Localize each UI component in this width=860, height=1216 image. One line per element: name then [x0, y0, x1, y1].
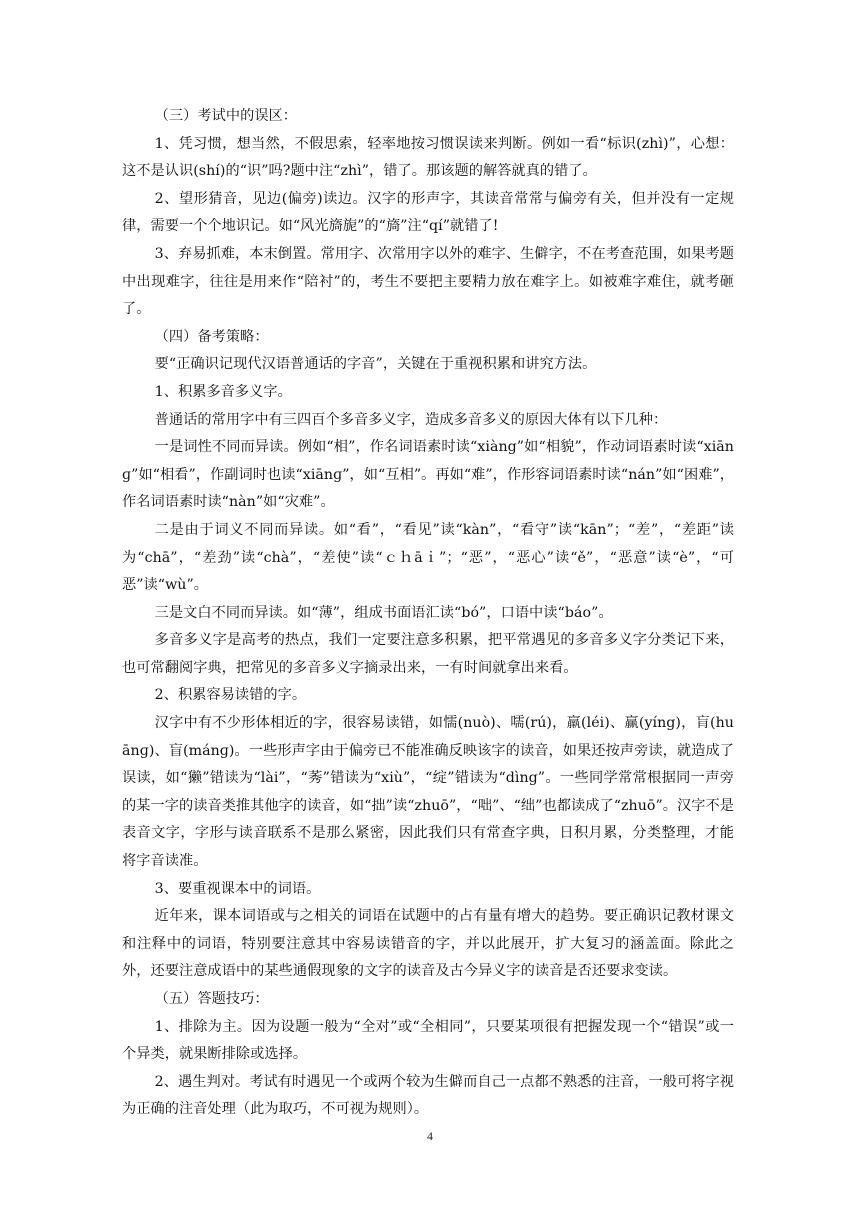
paragraph-strategy-intro: 要“正确识记现代汉语普通话的字音”，关键在于重视积累和讲究方法。 [154, 356, 597, 373]
paragraph-similar-shapes: 汉字中有不少形体相近的字，很容易读错，如懦(nuò)、嚅(rú)，羸(léi)、赢(yíng)，肓(huānɡ)、盲(mánɡ)。一些形声字由于偏旁已不能准确反映该字的读音，如果还按声旁读，就造成了误读，如“獭”错读为“lài”，“莠”错读为“xiù”，“绽”错读为“dìng”。一些同学常常根据同一声旁的某一字的读音类推其他字的读音，如“拙”读“zhuō”，“咄”、“绌”也都读成了“zhuō”。汉字不是表音文字，字形与读音联系不是那么紧密，因此我们只有常查字典，日积月累，分类整理，才能将字音读准。 [122, 715, 734, 870]
section-heading-strategy: （四）备考策略： [154, 328, 269, 345]
paragraph-meaning-difference: 二是由于词义不同而异读。如“看”，“看见”读“kàn”，“看守”读“kān”；“差”，“差距”读为“chā”，“差劲”读“chà”，“差使”读“ｃｈāｉ”；“恶”，“恶心”读“ě”，“恶意”读“è”，“可恶”读“wù”。 [122, 521, 734, 594]
section-heading-misconceptions: （三）考试中的误区： [154, 108, 298, 124]
paragraph-polyphonic-advice: 多音多义字是高考的热点，我们一定要注意多积累，把平常遇见的多音多义字分类记下来，也可常翻阅字典，把常见的多音多义字摘录出来，一有时间就拿出来看。 [122, 632, 734, 676]
paragraph-literary-colloquial: 三是文白不同而异读。如“薄”，组成书面语汇读“bó”，口语中读“báo”。 [154, 604, 613, 621]
paragraph-habit-misreading: 1、凭习惯，想当然，不假思索，轻率地按习惯误读来判断。例如一看“标识(zhì)”，心想：这不是认识(shí)的“识”吗?题中注“zhì”，错了。那该题的解答就真的错了。 [122, 135, 734, 180]
document-body [122, 103, 734, 1124]
paragraph-unfamiliar-correct: 2、遇生判对。考试有时遇见一个或两个较为生僻而自己一点都不熟悉的注音，一般可将字视为正确的注音处理（此为取巧，不可视为规则）。 [122, 1073, 734, 1118]
paragraph-radical-guessing: 2、望形猜音，见边(偏旁)读边。汉字的形声字，其读音常常与偏旁有关，但并没有一定规律，需要一个个地识记。如“风光旖旎”的“旖”注“qí”就错了! [122, 190, 734, 235]
paragraph-part-of-speech: 一是词性不同而异读。例如“相”，作名词语素时读“xiàng”如“相貌”，作动词语素时读“xiānɡ”如“相看”，作副词时也读“xiānɡ”，如“互相”。再如“难”，作形容词语素时读“nán”如“困难”，作名词语素时读“nàn”如“灾难”。 [122, 439, 734, 511]
paragraph-elimination: 1、排除为主。因为设题一般为“全对”或“全相同”，只要某项很有把握发现一个“错误”或一个异类，就果断排除或选择。 [122, 1018, 734, 1063]
section-heading-techniques: （五）答题技巧： [154, 991, 269, 1007]
page-number: 4 [427, 1129, 433, 1143]
paragraph-textbook-trend: 近年来，课本词语或与之相关的词语在试题中的占有量有增大的趋势。要正确识记教材课文和注释中的词语，特别要注意其中容易读错音的字，并以此展开，扩大复习的涵盖面。除此之外，还要注意成语中的某些通假现象的文字的读音及古今异义字的读音是否还要求变读。 [122, 908, 734, 980]
subheading-textbook-words: 3、要重视课本中的词语。 [154, 880, 321, 897]
subheading-misread-characters: 2、积累容易读错的字。 [154, 687, 307, 704]
paragraph-polyphonic-intro: 普通话的常用字中有三四百个多音多义字，造成多音多义的原因大体有以下几种： [154, 411, 668, 428]
paragraph-rare-characters: 3、弃易抓难，本末倒置。常用字、次常用字以外的难字、生僻字，不在考查范围，如果考题中出现难字，往往是用来作“陪衬”的，考生不要把主要精力放在难字上。如被难字难住，就考砸了。 [122, 245, 734, 318]
subheading-polyphonic: 1、积累多音多义字。 [154, 383, 292, 400]
